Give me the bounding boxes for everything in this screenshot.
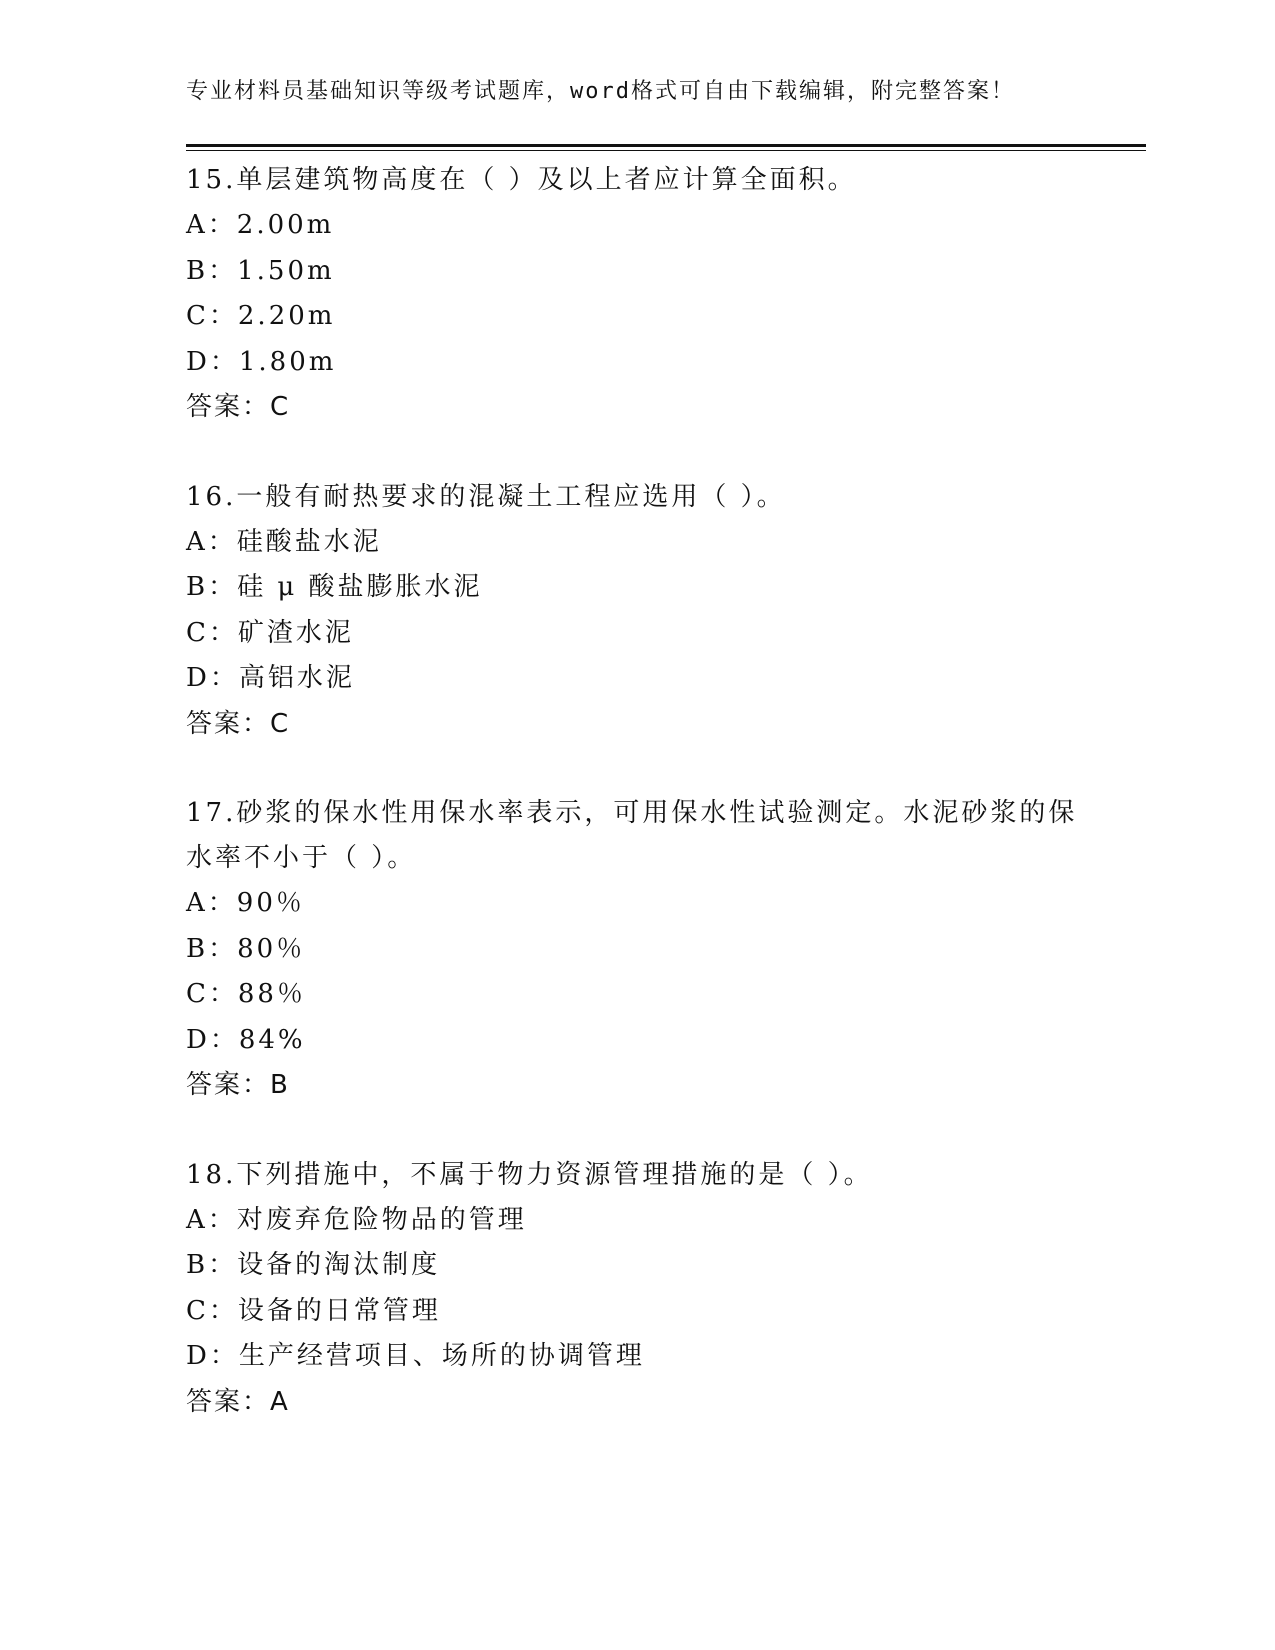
option-a: A：2.00m bbox=[186, 210, 335, 240]
question-15 bbox=[186, 158, 1086, 431]
option-d: D：1.80m bbox=[186, 346, 337, 377]
answer: 答案：A bbox=[186, 1386, 290, 1417]
question-stem: 16.一般有耐热要求的混凝土工程应选用（ ）。 bbox=[186, 481, 786, 512]
question-stem: 15.单层建筑物高度在（ ）及以上者应计算全面积。 bbox=[186, 165, 857, 195]
header-rule-thick bbox=[186, 144, 1146, 147]
option-b: B：硅 μ 酸盐膨胀水泥 bbox=[186, 572, 483, 602]
option-c: C：2.20m bbox=[186, 301, 336, 331]
answer: 答案：C bbox=[186, 708, 291, 739]
answer: 答案：B bbox=[186, 1070, 290, 1100]
option-b: B：设备的淘汰制度 bbox=[186, 1250, 441, 1280]
option-d: D：高铝水泥 bbox=[186, 663, 355, 693]
option-a: A：硅酸盐水泥 bbox=[186, 526, 382, 557]
option-c: C：设备的日常管理 bbox=[186, 1295, 441, 1326]
option-b: B：80％ bbox=[186, 933, 306, 964]
option-d: D：84% bbox=[186, 1024, 306, 1055]
question-stem: 18.下列措施中，不属于物力资源管理措施的是（ ）。 bbox=[186, 1159, 873, 1190]
question-17 bbox=[186, 791, 1086, 1109]
option-c: C：88％ bbox=[186, 979, 306, 1009]
header-rule-thin bbox=[186, 150, 1146, 151]
question-18 bbox=[186, 1153, 1086, 1426]
answer: 答案：C bbox=[186, 392, 291, 422]
option-c: C：矿渣水泥 bbox=[186, 617, 354, 648]
question-stem: 17.砂浆的保水性用保水率表示，可用保水性试验测定。水泥砂浆的保水率不小于（ ）。 bbox=[186, 798, 1078, 873]
option-a: A：90％ bbox=[186, 888, 305, 918]
option-a: A：对废弃危险物品的管理 bbox=[186, 1204, 527, 1235]
question-list bbox=[186, 158, 1086, 1469]
option-d: D：生产经营项目、场所的协调管理 bbox=[186, 1341, 645, 1371]
option-b: B：1.50m bbox=[186, 255, 335, 286]
document-header: 专业材料员基础知识等级考试题库，word格式可自由下载编辑，附完整答案！ bbox=[186, 79, 1015, 104]
question-16 bbox=[186, 475, 1086, 748]
